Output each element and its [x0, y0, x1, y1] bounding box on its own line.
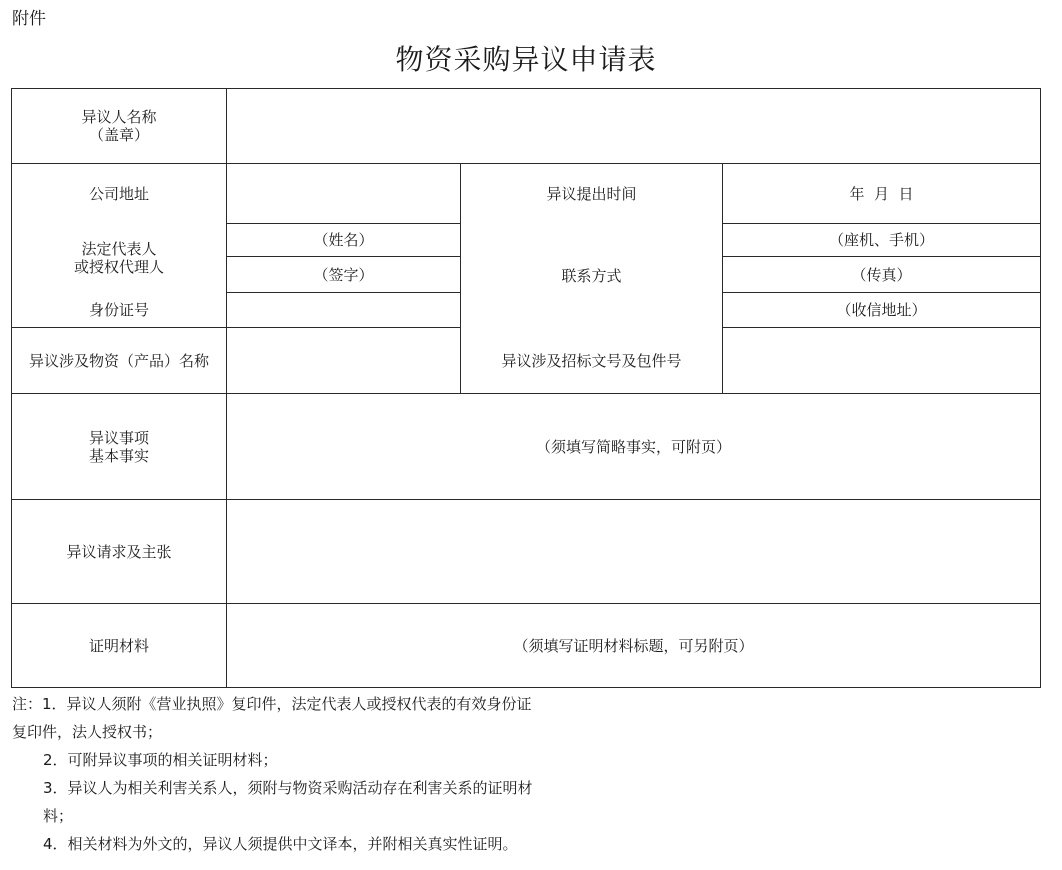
- note-2: 2．可附异议事项的相关证明材料；: [43, 751, 278, 769]
- note-3-continued: 料；: [43, 807, 74, 825]
- company-address-field[interactable]: [227, 164, 460, 223]
- representative-signature-field[interactable]: （签字）: [313, 265, 374, 284]
- submit-date-field[interactable]: 年 月 日: [849, 184, 914, 203]
- evidence-field[interactable]: （须填写证明材料标题，可另附页）: [513, 636, 754, 655]
- attachment-label: 附件: [12, 9, 46, 29]
- note-1-continued: 复印件，法人授权书；: [12, 723, 163, 741]
- tender-doc-field[interactable]: [723, 328, 1040, 393]
- objector-name-label: 异议人名称 （盖章）: [81, 108, 157, 144]
- mail-address-field[interactable]: （收信地址）: [836, 301, 927, 319]
- facts-label: 异议事项 基本事实: [88, 428, 149, 465]
- claims-field[interactable]: [227, 500, 1040, 603]
- claims-label: 异议请求及主张: [66, 542, 172, 561]
- note-3: 3．异议人为相关利害关系人，须附与物资采购活动存在利害关系的证明材: [43, 779, 533, 797]
- contact-method-label: 联系方式: [561, 266, 622, 285]
- facts-field[interactable]: （须填写简略事实，可附页）: [535, 437, 731, 456]
- notes-section: [12, 690, 533, 858]
- objector-name-field[interactable]: [227, 89, 1040, 163]
- page-title: 物资采购异议申请表: [395, 43, 657, 76]
- representative-name-field[interactable]: （姓名）: [313, 231, 374, 249]
- fax-field[interactable]: （传真）: [851, 265, 912, 284]
- note-4: 4．相关材料为外文的，异议人须提供中文译本，并附相关真实性证明。: [43, 835, 518, 853]
- tender-doc-label: 异议涉及招标文号及包件号: [501, 351, 682, 370]
- note-1: 注：1．异议人须附《营业执照》复印件，法定代表人或授权代表的有效身份证: [12, 695, 532, 713]
- id-number-label: 身份证号: [88, 301, 149, 319]
- company-address-label: 公司地址: [88, 184, 149, 203]
- material-name-field[interactable]: [227, 328, 460, 393]
- submit-time-label: 异议提出时间: [546, 184, 637, 203]
- material-name-label: 异议涉及物资（产品）名称: [28, 351, 209, 370]
- phone-field[interactable]: （座机、手机）: [828, 231, 934, 249]
- id-number-field[interactable]: [227, 293, 460, 327]
- evidence-label: 证明材料: [88, 636, 149, 655]
- legal-representative-label: 法定代表人 或授权代理人: [73, 240, 164, 276]
